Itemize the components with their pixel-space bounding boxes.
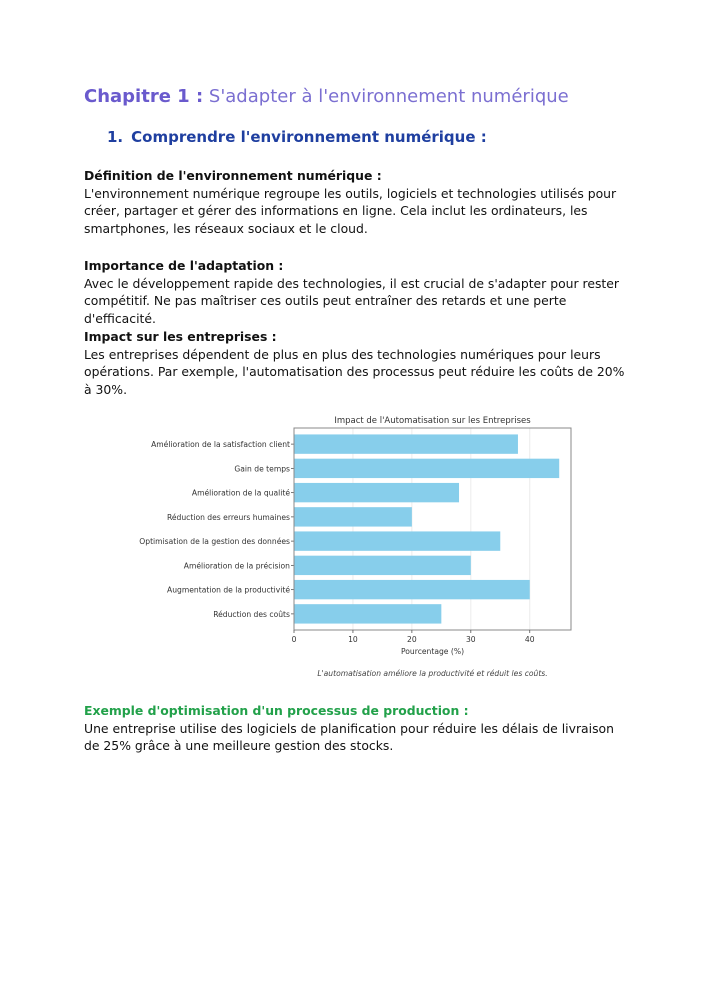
automation-chart xyxy=(128,412,578,684)
importance-block xyxy=(84,257,629,327)
x-tick-label-1: 10 xyxy=(348,635,358,644)
bar-7 xyxy=(294,604,441,623)
bar-3 xyxy=(294,507,412,526)
x-axis-label: Pourcentage (%) xyxy=(400,647,465,656)
chart-svg xyxy=(128,412,578,684)
chart-title: Impact de l'Automatisation sur les Entreprises xyxy=(334,416,531,426)
category-label-1: Gain de temps xyxy=(234,464,290,474)
bar-2 xyxy=(294,483,459,502)
category-label-4: Optimisation de la gestion des données xyxy=(139,537,290,547)
category-label-6: Augmentation de la productivité xyxy=(167,585,290,595)
bar-0 xyxy=(294,434,518,453)
bar-5 xyxy=(294,556,471,575)
impact-heading: Impact sur les entreprises : xyxy=(84,329,277,344)
importance-text: Avec le développement rapide des technologies, il est crucial de s'adapter pour rester compétitif. Ne pas maîtriser ces outils peut entraîner des retards et une perte d'efficacité. xyxy=(84,275,620,326)
example-text: Une entreprise utilise des logiciels de planification pour réduire les délais de livraison de 25% grâce à une meilleure gestion des stocks. xyxy=(84,720,614,753)
category-label-7: Réduction des coûts xyxy=(213,609,290,619)
importance-heading: Importance de l'adaptation : xyxy=(84,258,284,273)
section-heading xyxy=(107,128,487,146)
x-tick-label-3: 30 xyxy=(465,635,476,644)
bar-6 xyxy=(294,580,530,599)
x-tick-label-2: 20 xyxy=(407,635,417,644)
impact-text: Les entreprises dépendent de plus en plus des technologies numériques pour leurs opérations. Par exemple, l'automatisation des processus peut réduire les coûts de 20% à 30%. xyxy=(84,346,625,397)
category-label-3: Réduction des erreurs humaines xyxy=(166,512,290,522)
bar-1 xyxy=(294,459,559,478)
example-block xyxy=(84,702,629,755)
impact-block xyxy=(84,328,629,398)
chart-caption: L'automatisation améliore la productivité et réduit les coûts. xyxy=(317,669,548,678)
chapter-title: S'adapter à l'environnement numérique xyxy=(208,86,569,107)
x-tick-label-4: 40 xyxy=(524,635,535,644)
category-label-2: Amélioration de la qualité xyxy=(191,488,290,498)
definition-block xyxy=(84,167,629,237)
bar-4 xyxy=(294,531,500,550)
category-label-0: Amélioration de la satisfaction client xyxy=(151,440,290,450)
example-heading: Exemple d'optimisation d'un processus de production : xyxy=(84,703,469,718)
definition-heading: Définition de l'environnement numérique : xyxy=(84,168,382,183)
chapter-prefix: Chapitre 1 : xyxy=(84,86,204,107)
chapter-heading xyxy=(84,86,569,108)
section-number: 1. xyxy=(107,128,124,146)
x-tick-label-0: 0 xyxy=(291,635,297,644)
section-title: Comprendre l'environnement numérique : xyxy=(131,128,487,146)
category-label-5: Amélioration de la précision xyxy=(183,561,290,571)
definition-text: L'environnement numérique regroupe les outils, logiciels et technologies utilisés pour créer, partager et gérer des informations en ligne. Cela inclut les ordinateurs, les smartphones, les réseaux sociaux et le cloud. xyxy=(84,185,617,236)
